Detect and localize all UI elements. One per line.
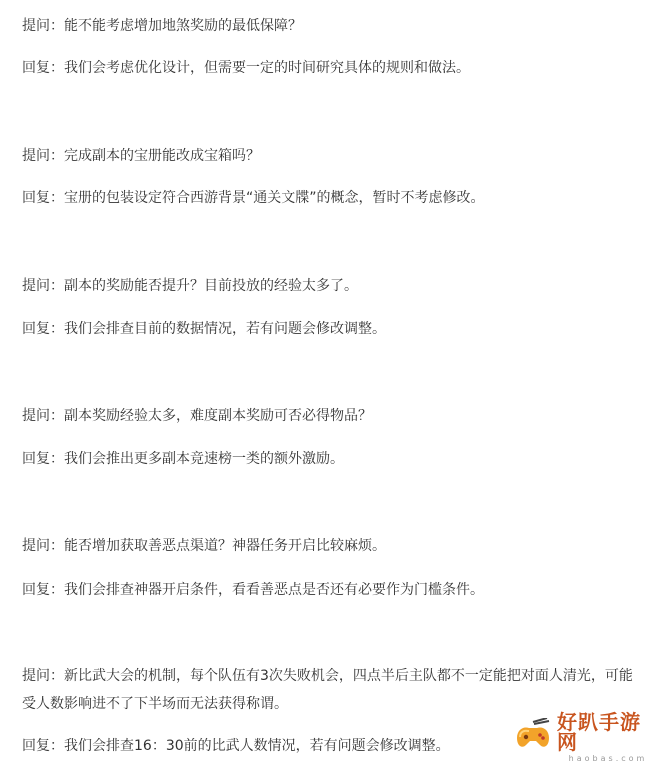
answer-text: 回复：宝册的包装设定符合西游背景“通关文牒”的概念，暂时不考虑修改。 xyxy=(22,190,485,206)
answer-text: 回复：我们会排查16：30前的比武人数情况，若有问题会修改调整。 xyxy=(22,738,450,754)
answer-text: 回复：我们会考虑优化设计，但需要一定的时间研究具体的规则和做法。 xyxy=(22,60,470,76)
question-text: 提问：副本奖励经验太多，难度副本奖励可否必得物品？ xyxy=(22,408,372,424)
watermark-title: 好趴手游网 xyxy=(557,709,641,754)
site-watermark xyxy=(513,709,659,763)
answer-text: 回复：我们会排查目前的数据情况，若有问题会修改调整。 xyxy=(22,321,386,337)
question-text: 提问：新比武大会的机制，每个队伍有3次失败机会，四点半后主队都不一定能把对面人清光，可能受人数影响进不了下半场而无法获得称谓。 xyxy=(22,668,633,712)
question-text: 提问：完成副本的宝册能改成宝箱吗？ xyxy=(22,148,260,164)
answer-text: 回复：我们会推出更多副本竞速榜一类的额外激励。 xyxy=(22,451,344,467)
answer-text: 回复：我们会排查神器开启条件，看看善恶点是否还有必要作为门槛条件。 xyxy=(22,582,484,598)
watermark-subtitle: haobas.com xyxy=(568,753,648,763)
game-controller-icon xyxy=(513,718,553,756)
question-text: 提问：能否增加获取善恶点渠道？神器任务开启比较麻烦。 xyxy=(22,538,386,554)
question-text: 提问：副本的奖励能否提升？目前投放的经验太多了。 xyxy=(22,278,358,294)
question-text: 提问：能不能考虑增加地煞奖励的最低保障？ xyxy=(22,18,302,34)
